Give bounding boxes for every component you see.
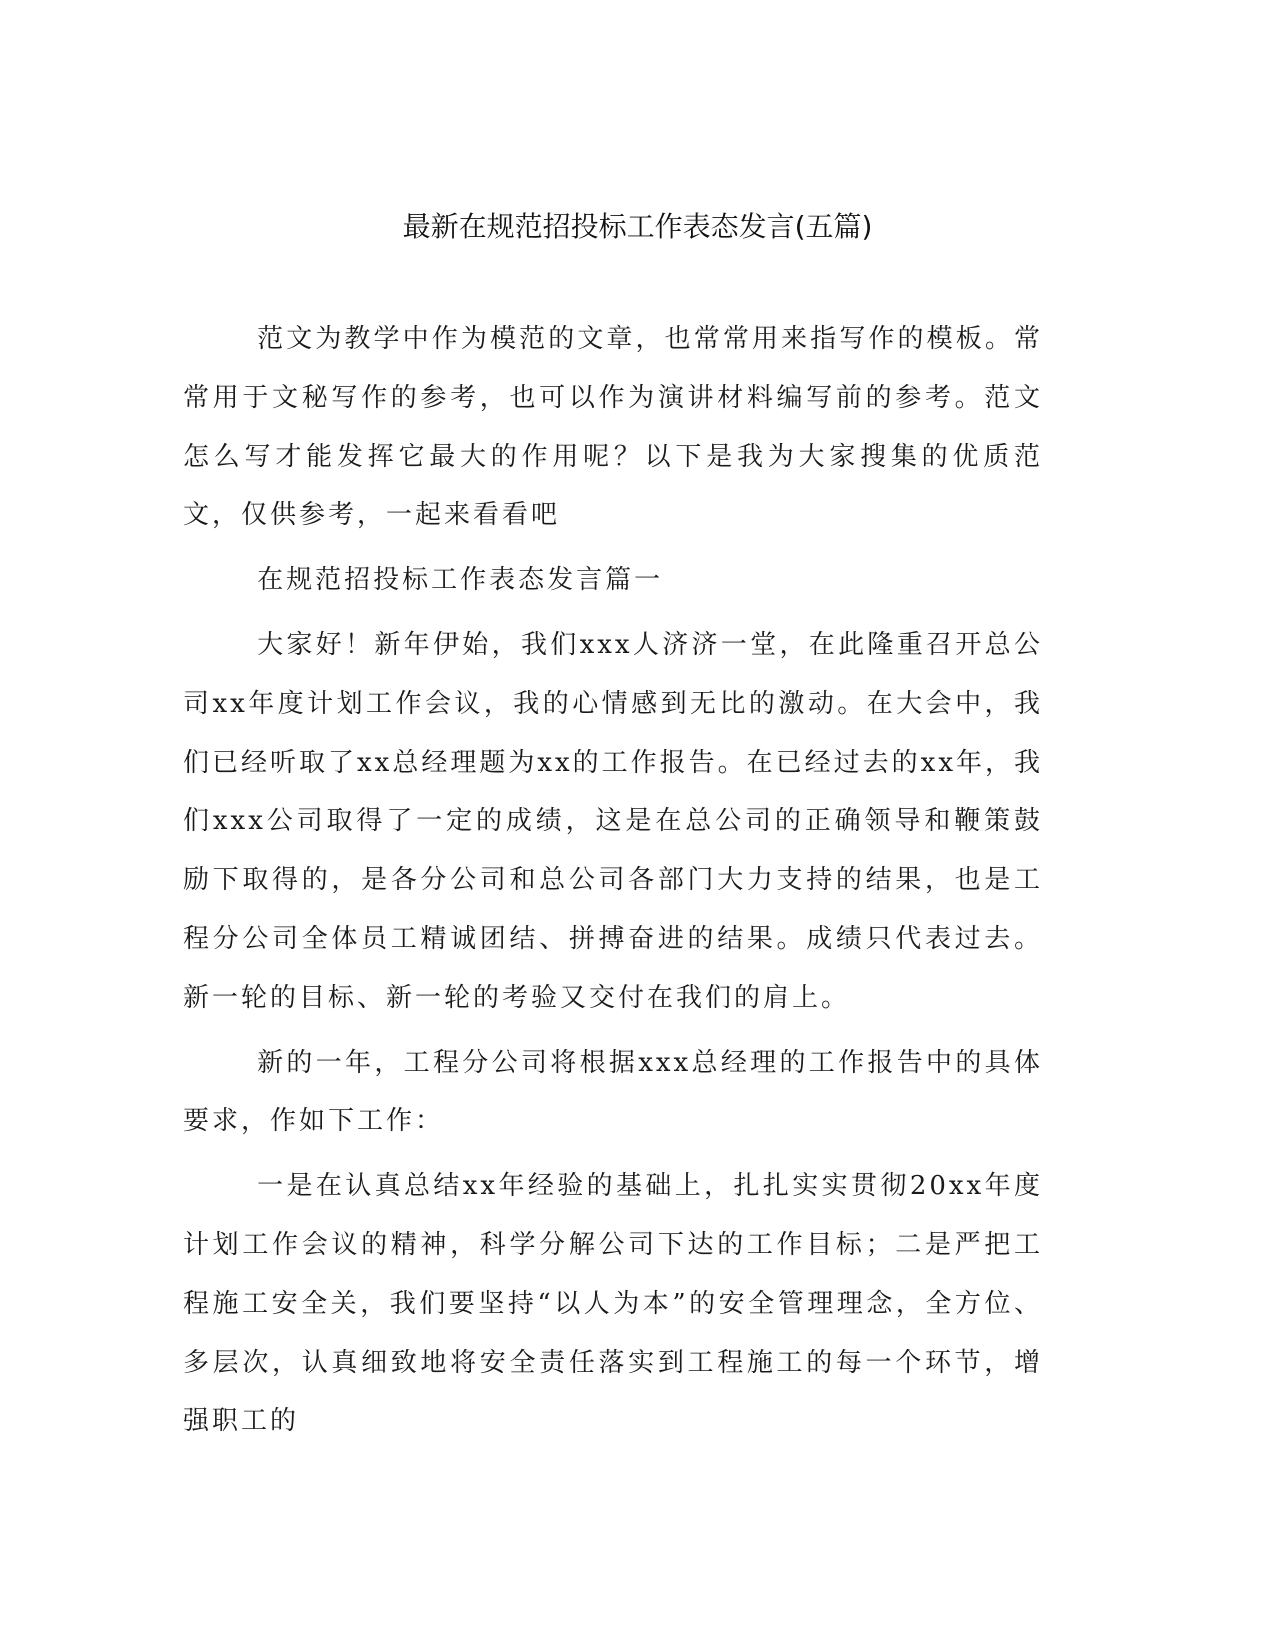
section-heading: 在规范招投标工作表态发言篇一 bbox=[257, 565, 664, 596]
document-title: 最新在规范招投标工作表态发言(五篇) bbox=[402, 210, 873, 243]
body-paragraph-tasks: 一是在认真总结xx年经验的基础上，扎扎实实贯彻20xx年度计划工作会议的精神，科学分解公司下达的工作目标；二是严把工程施工安全关，我们要坚持“以人为本”的安全管理理念，全方位、多层次，认真细致地将安全责任落实到工程施工的每一个环节，增强职工的 bbox=[183, 1171, 1043, 1437]
body-paragraph-plan: 新的一年，工程分公司将根据xxx总经理的工作报告中的具体要求，作如下工作： bbox=[183, 1047, 1043, 1137]
intro-paragraph: 范文为教学中作为模范的文章，也常常用来指写作的模板。常常用于文秘写作的参考，也可以作为演讲材料编写前的参考。范文怎么写才能发挥它最大的作用呢？以下是我为大家搜集的优质范文，仅供参考，一起来看看吧 bbox=[183, 324, 1043, 531]
document-body bbox=[183, 310, 1043, 1457]
body-paragraph-greeting: 大家好！新年伊始，我们xxx人济济一堂，在此隆重召开总公司xx年度计划工作会议，我的心情感到无比的激动。在大会中，我们已经听取了xx总经理题为xx的工作报告。在已经过去的xx年，我们xxx公司取得了一定的成绩，这是在总公司的正确领导和鞭策鼓励下取得的，是各分公司和总公司各部门大力支持的结果，也是工程分公司全体员工精诚团结、拼搏奋进的结果。成绩只代表过去。新一轮的目标、新一轮的考验又交付在我们的肩上。 bbox=[183, 629, 1043, 1013]
